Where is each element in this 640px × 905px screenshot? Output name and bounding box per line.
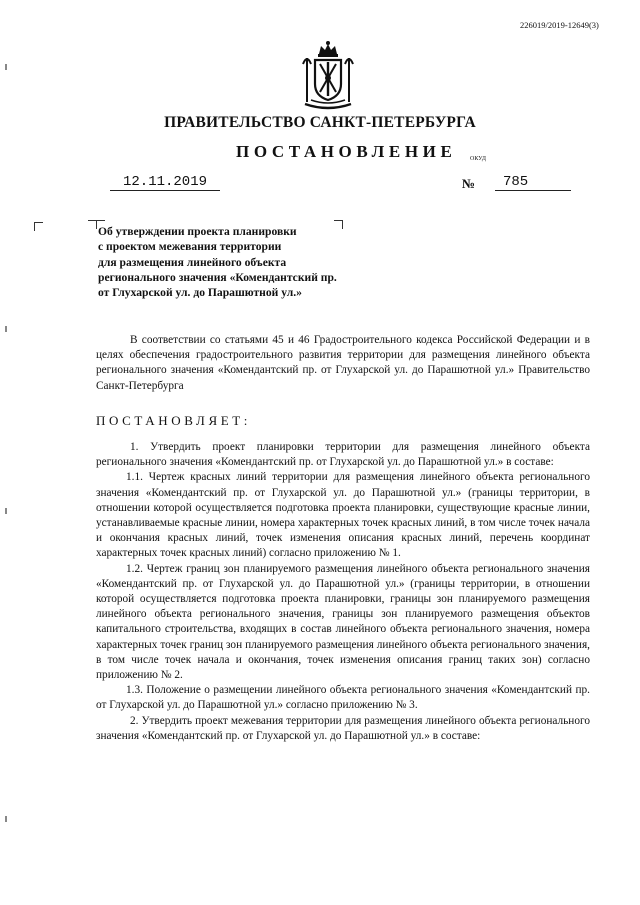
decree-items bbox=[96, 440, 590, 744]
registration-number: 226019/2019-12649(3) bbox=[520, 20, 599, 30]
decree-date: 12.11.2019 bbox=[110, 174, 220, 191]
document-type: ПОСТАНОВЛЕНИЕ bbox=[236, 142, 457, 161]
subject-line: с проектом межевания территории bbox=[98, 240, 282, 254]
left-margin-corner bbox=[34, 222, 43, 231]
preamble-block bbox=[96, 333, 590, 394]
item-1-2: 1.2. Чертеж границ зон планируемого размещения линейного объекта регионального значения «Комендантский пр. от Глухарской ул. до Парашютной ул.» (границы территории, в отношении которой осуществляется подготовка проекта планировки, границы зон планируемого размещения линейного объекта регионального значения, границы зон планируемого размещения объектов капитального строительства, входящих в состав линейного объекта регионального значения, номера характерных точек границ зон планируемого размещения линейного объекта регионального значения, в том числе точек начала и окончания, точек изменения описания границ таких зон) согласно приложению № 2. bbox=[96, 562, 590, 682]
item-1-1: 1.1. Чертеж красных линий территории для размещения линейного объекта регионального значения «Комендантский пр. от Глухарской ул. до Парашютной ул.» (границы территории, в отношении которой осуществляется подготовка проекта планировки, существующие красные линии, устанавливаемые красные линии, номера характерных точек красных линий, в том числе точек начала и окончания красных линий, точек изменения описания красных линий, перечень координат характерных точек красных линий) согласно приложению № 1. bbox=[96, 471, 590, 560]
number-sign: № bbox=[462, 176, 476, 191]
subject-line: для размещения линейного объекта bbox=[98, 255, 287, 269]
preamble: В соответствии со статьями 45 и 46 Градостроительного кодекса Российской Федерации и в целях обеспечения градостроительного развития территории для размещения линейного объекта регионального значения «Комендантский пр. от Глухарской ул. до Парашютной ул.» Правительство Санкт-Петербурга bbox=[96, 334, 590, 392]
resolves-heading: ПОСТАНОВЛЯЕТ: bbox=[96, 413, 252, 428]
coat-of-arms-icon bbox=[299, 40, 357, 110]
subject-line: регионального значения «Комендантский пр. bbox=[98, 270, 337, 284]
item-1-3: 1.3. Положение о размещении линейного объекта регионального значения «Комендантский пр. от Глухарской ул. до Парашютной ул.» согласно приложению № 3. bbox=[96, 684, 590, 712]
item-2: 2. Утвердить проект межевания территории для размещения линейного объекта регионального значения «Комендантский пр. от Глухарской ул. до Парашютной ул.» в составе: bbox=[96, 714, 590, 742]
item-1: 1. Утвердить проект планировки территории для размещения линейного объекта регионального значения «Комендантский пр. от Глухарской ул. до Парашютной ул.» в составе: bbox=[96, 441, 590, 469]
scan-mark bbox=[5, 508, 7, 514]
okud-label: ОКУД bbox=[470, 156, 486, 162]
government-title: ПРАВИТЕЛЬСТВО САНКТ-ПЕТЕРБУРГА bbox=[164, 114, 476, 131]
decree-subject bbox=[98, 224, 368, 300]
decree-number: 785 bbox=[495, 174, 571, 191]
subject-line: Об утверждении проекта планировки bbox=[98, 225, 297, 238]
scan-mark bbox=[5, 326, 7, 332]
scan-mark bbox=[5, 64, 7, 70]
scan-mark bbox=[5, 816, 7, 822]
subject-line: от Глухарской ул. до Парашютной ул.» bbox=[98, 286, 302, 300]
